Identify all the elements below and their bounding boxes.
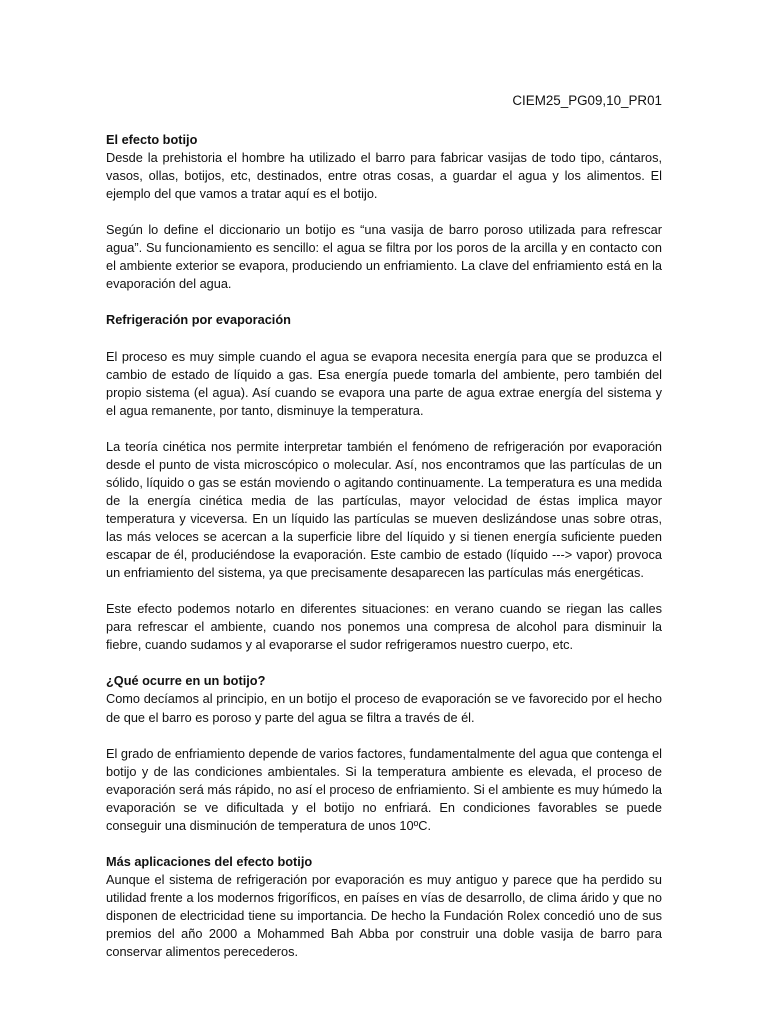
- paragraph: Este efecto podemos notarlo en diferentes situaciones: en verano cuando se riegan las calles para refrescar el ambiente, cuando nos ponemos una compresa de alcohol para disminuir la fiebre, cuando sudamos y al evaporarse el sudor refrigeramos nuestro cuerpo, etc.: [106, 601, 662, 653]
- paragraph: Como decíamos al principio, en un botijo el proceso de evaporación se ve favorecido por el hecho de que el barro es poroso y parte del agua se filtra a través de él.: [106, 691, 662, 725]
- section-heading-efecto-botijo: El efecto botijo: [106, 132, 198, 147]
- paragraph: La teoría cinética nos permite interpretar también el fenómeno de refrigeración por evaporación desde el punto de vista microscópico o molecular. Así, nos encontramos que las partículas de un sólido, líquido o gas se están moviendo o agitando continuamente. La temperatura es una medida de la energía cinética media de las partículas, mayor velocidad de éstas implica mayor temperatura y viceversa. En un líquido las partículas se mueven deslizándose unas sobre otras, las más veloces se acercan a la superficie libre del líquido y si tienen energía suficiente pueden escapar de él, produciéndose la evaporación. Este cambio de estado (líquido ---> vapor) provoca un enfriamiento del sistema, ya que precisamente desaparecen las partículas más energéticas.: [106, 438, 662, 581]
- section-heading-que-ocurre: ¿Qué ocurre en un botijo?: [106, 673, 266, 689]
- section-heading-mas-aplicaciones: Más aplicaciones del efecto botijo: [106, 853, 313, 869]
- paragraph: El grado de enfriamiento depende de varios factores, fundamentalmente del agua que contenga el botijo y de las condiciones ambientales. Si la temperatura ambiente es elevada, el proceso de evaporación será más rápido, no así el proceso de enfriamiento. Si el ambiente es muy húmedo la evaporación se ve dificultada y el botijo no enfriará. En condiciones favorables se puede conseguir una disminución de temperatura de unos 10ºC.: [106, 745, 662, 833]
- document-code: CIEM25_PG09,10_PR01: [512, 93, 662, 108]
- document-body: [106, 131, 662, 979]
- section-heading-refrigeracion: Refrigeración por evaporación: [106, 312, 291, 328]
- paragraph: Desde la prehistoria el hombre ha utilizado el barro para fabricar vasijas de todo tipo, cántaros, vasos, ollas, botijos, etc, destinados, entre otras cosas, a guardar el agua y los alimentos. El ejemplo del que vamos a tratar aquí es el botijo.: [106, 150, 662, 202]
- paragraph: El proceso es muy simple cuando el agua se evapora necesita energía para que se produzca el cambio de estado de líquido a gas. Esa energía puede tomarla del ambiente, pero también del propio sistema (el agua). Así cuando se evapora una parte de agua extrae energía del sistema y el agua remanente, por tanto, disminuye la temperatura.: [106, 348, 662, 418]
- paragraph: Aunque el sistema de refrigeración por evaporación es muy antiguo y parece que ha perdido su utilidad frente a los modernos frigoríficos, en países en vías de desarrollo, de clima árido y que no disponen de electricidad tiene su importancia. De hecho la Fundación Rolex concedió uno de sus premios del año 2000 a Mohammed Bah Abba por construir una doble vasija de barro para conservar alimentos perecederos.: [106, 871, 662, 960]
- paragraph: Según lo define el diccionario un botijo es “una vasija de barro poroso utilizada para refrescar agua”. Su funcionamiento es sencillo: el agua se filtra por los poros de la arcilla y en contacto con el ambiente exterior se evapora, produciendo un enfriamiento. La clave del enfriamiento está en la evaporación del agua.: [106, 222, 662, 292]
